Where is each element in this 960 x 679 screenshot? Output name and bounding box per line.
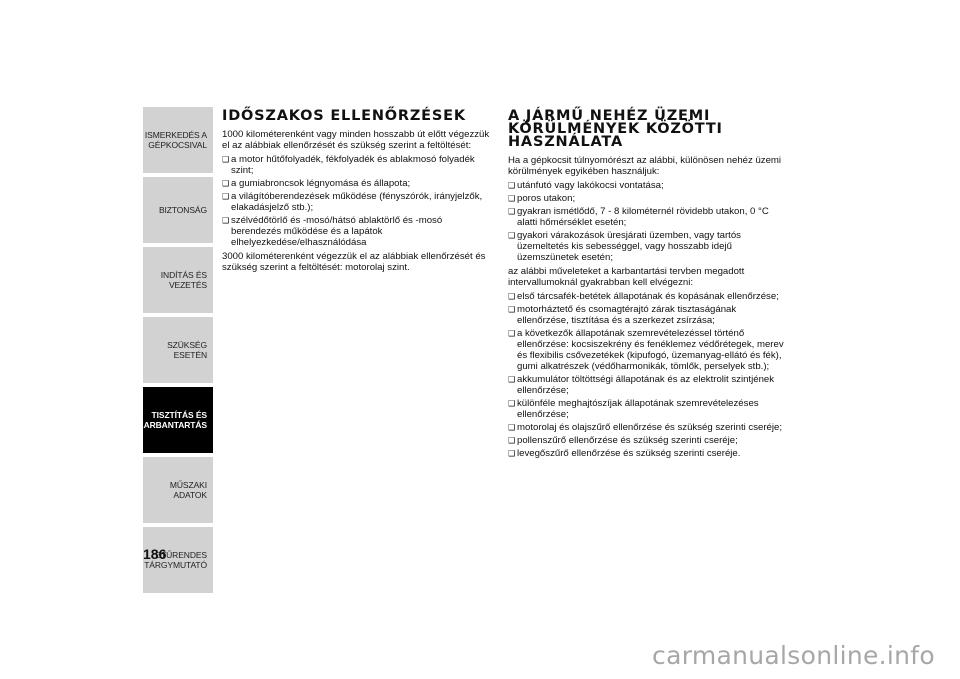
periodic-checks-section <box>222 110 494 276</box>
tab-ismerkedes[interactable]: ISMERKEDÉS A GÉPKOCSIVAL <box>143 106 213 174</box>
list-item: ❑ motorolaj és olajszűrő ellenőrzése és szükség szerinti cseréje; <box>508 422 790 433</box>
list-item: ❑ a gumiabroncsok légnyomása és állapota; <box>222 178 494 189</box>
section-title: IDŐSZAKOS ELLENŐRZÉSEK <box>222 108 466 124</box>
list-item: ❑ poros utakon; <box>508 193 790 204</box>
intro-text: Ha a gépkocsit túlnyomórészt az alábbi, különösen nehéz üzemi körülmények egyikében használjuk: <box>508 155 782 177</box>
list-item: ❑ a következők állapotának szemrevételezéssel történő ellenőrzése: kocsiszekrény és fenéklemez védőrétegek, merev és flexibilis csővezetékek (kipufogó, üzemanyag-ellátó és fék), gumi alkatrészek (védőharmonikák, tömlők, perselyek stb.); <box>508 328 790 372</box>
middle-text: az alábbi műveleteket a karbantartási tervben megadott intervallumoknál gyakrabban kell elvégezni: <box>508 266 745 288</box>
list-item: ❑ akkumulátor töltöttségi állapotának és az elektrolit szintjének ellenőrzése; <box>508 374 790 396</box>
list-item: ❑ a motor hűtőfolyadék, fékfolyadék és ablakmosó folyadék szint; <box>222 154 494 176</box>
list-item: ❑ motorháztető és csomagtérajtó zárak tisztaságának ellenőrzése, tisztítása és a szerkezet zsírzása; <box>508 304 790 326</box>
section-title: A JÁRMŰ NEHÉZ ÜZEMI KÖRÜLMÉNYEK KÖZÖTTI HASZNÁLATA <box>508 108 723 150</box>
list-item: ❑ a világítóberendezések működése (fényszórók, irányjelzők, elakadásjelző stb.); <box>222 191 494 213</box>
intro-text: 1000 kilométerenként vagy minden hosszabb út előtt végezzük el az alábbiak ellenőrzését és szükség szerint a feltöltését: <box>222 129 490 151</box>
tab-biztonsag[interactable]: BIZTONSÁG <box>143 176 213 244</box>
list-item: ❑ gyakran ismétlődő, 7 - 8 kilométernél rövidebb utakon, 0 °C alatti hőmérséklet esetén; <box>508 206 790 228</box>
list-item: ❑ pollenszűrő ellenőrzése és szükség szerinti cseréje; <box>508 435 790 446</box>
tab-muszaki-adatok[interactable]: MŰSZAKI ADATOK <box>143 456 213 524</box>
heavy-duty-section <box>508 110 790 462</box>
tab-targymutato[interactable]: ETŰRENDES TÁRGYMUTATÓ <box>143 526 213 594</box>
list-item: ❑ különféle meghajtószíjak állapotának szemrevételezéses ellenőrzése; <box>508 398 790 420</box>
outro-text: 3000 kilométerenként végezzük el az alábbiak ellenőrzését és szükség szerint a feltöltését: motorolaj szint. <box>222 251 486 273</box>
tab-inditas-es-vezetes[interactable]: INDÍTÁS ÉS VEZETÉS <box>143 246 213 314</box>
checklist <box>222 154 494 248</box>
list-item: ❑ utánfutó vagy lakókocsi vontatása; <box>508 180 790 191</box>
list-item: ❑ szélvédőtörlő és -mosó/hátsó ablaktörlő és -mosó berendezés működése és a lapátok elhelyezkedése/elhasználódása <box>222 215 494 248</box>
conditions-list <box>508 180 790 263</box>
tab-tisztitas-es-karbantartas[interactable]: TISZTÍTÁS ÉS KARBANTARTÁS <box>143 386 213 454</box>
list-item: ❑ első tárcsafék-betétek állapotának és kopásának ellenőrzése; <box>508 291 790 302</box>
list-item: ❑ levegőszűrő ellenőrzése és szükség szerinti cseréje. <box>508 448 790 459</box>
operations-list <box>508 291 790 459</box>
watermark: carmanualsonline.info <box>652 641 935 670</box>
list-item: ❑ gyakori várakozások üresjárati üzemben, vagy tartós üzemeltetés kis sebességgel, vagy hosszabb idejű üzemszünetek esetén; <box>508 230 790 263</box>
page-number: 186 <box>143 546 167 562</box>
tab-szukseg-eseten[interactable]: SZÜKSÉG ESETÉN <box>143 316 213 384</box>
